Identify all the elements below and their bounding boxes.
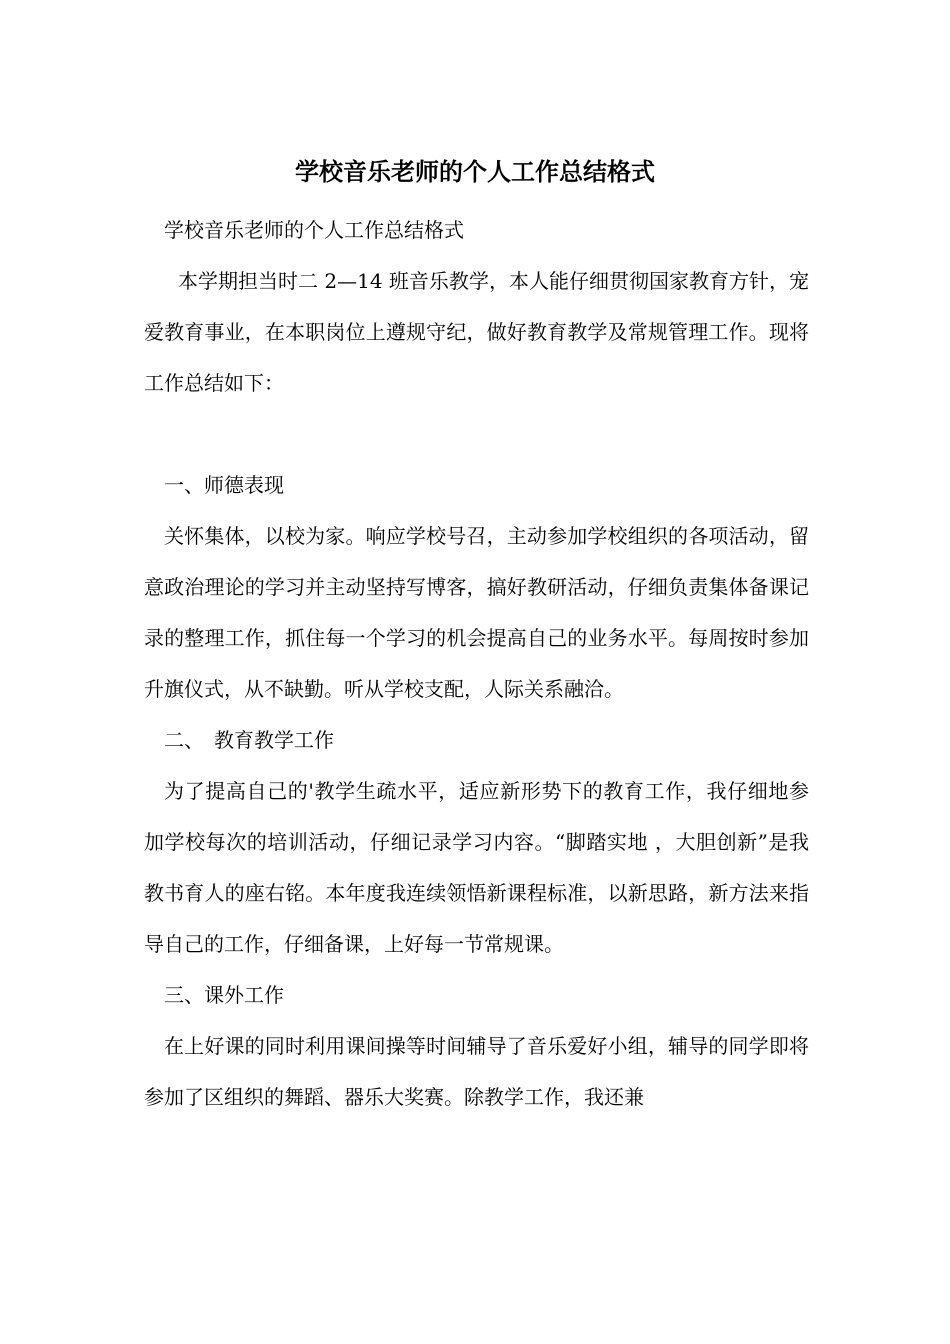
document-body <box>144 205 809 1123</box>
document-title: 学校音乐老师的个人工作总结格式 <box>295 157 655 186</box>
section-heading-teaching: 二、 教育教学工作 <box>164 728 334 752</box>
section-paragraph-ethics: 关怀集体，以校为家。响应学校号召，主动参加学校组织的各项活动，留意政治理论的学习并主动坚持写博客，搞好教研活动，仔细负责集体备课记录的整理工作，抓住每一个学习的机会提高自己的业务水平。每周按时参加升旗仪式，从不缺勤。听从学校支配，人际关系融洽。 <box>144 524 809 701</box>
section-paragraph-teaching: 为了提高自己的'教学生疏水平，适应新形势下的教育工作，我仔细地参加学校每次的培训活动，仔细记录学习内容。“脚踏实地 ，大胆创新”是我教书育人的座右铭。本年度我连续领悟新课程标准，以新思路，新方法来指导自己的工作，仔细备课，上好每一节常规课。 <box>144 779 809 956</box>
section-paragraph-extracurricular: 在上好课的同时利用课间操等时间辅导了音乐爱好小组，辅导的同学即将参加了区组织的舞蹈、器乐大奖赛。除教学工作，我还兼 <box>144 1034 809 1109</box>
section-heading-ethics: 一、师德表现 <box>164 473 284 497</box>
intro-paragraph: 本学期担当时二 2—14 班音乐教学，本人能仔细贯彻国家教育方针，宠爱教育事业，在本职岗位上遵规守纪，做好教育教学及常规管理工作。现将工作总结如下： <box>144 269 809 395</box>
blank-line <box>144 409 809 460</box>
document-subtitle: 学校音乐老师的个人工作总结格式 <box>164 218 464 242</box>
section-heading-extracurricular: 三、课外工作 <box>164 983 284 1007</box>
